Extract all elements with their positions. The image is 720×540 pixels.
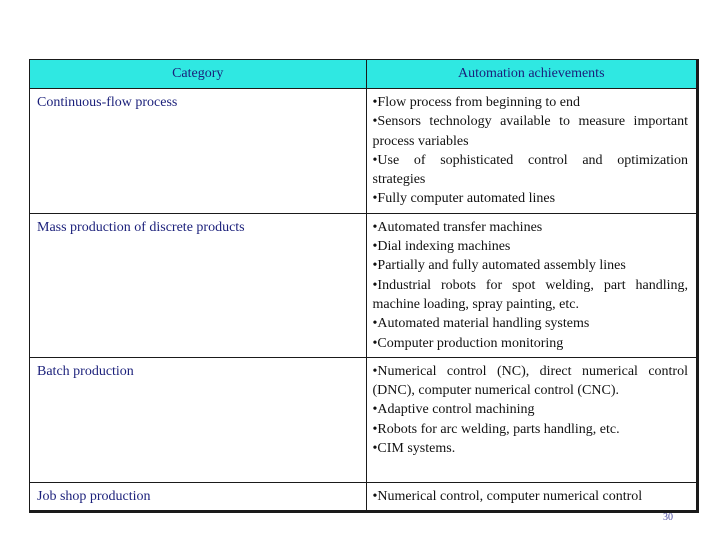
achievement-item: •Numerical control (NC), direct numerical control (DNC), computer numerical control (CNC). — [372, 363, 688, 399]
achievement-item: •Numerical control, computer numerical control — [372, 488, 643, 504]
table-row — [30, 357, 696, 482]
page-number: 30 — [663, 512, 673, 523]
achievement-item: •Sensors technology available to measure important process variables — [372, 114, 688, 149]
table-row — [30, 482, 696, 510]
achievement-item: •Automated transfer machines — [372, 219, 543, 235]
achievement-item: •CIM systems. — [372, 441, 456, 457]
achievement-item: •Flow process from beginning to end — [372, 95, 580, 110]
achievements-cell — [366, 357, 696, 482]
achievement-item: •Fully computer automated lines — [372, 191, 556, 207]
automation-table-frame — [29, 59, 699, 513]
automation-table — [30, 60, 696, 510]
category-cell: Continuous-flow process — [30, 89, 366, 214]
achievement-item: •Industrial robots for spot welding, part handling, machine loading, spray painting, etc. — [372, 277, 688, 312]
achievement-item: •Adaptive control machining — [372, 402, 535, 418]
category-cell: Job shop production — [30, 482, 366, 510]
achievement-item: •Computer production monitoring — [372, 335, 564, 351]
header-automation-achievements: Automation achievements — [366, 60, 696, 89]
table-header-row — [30, 60, 696, 89]
category-cell: Mass production of discrete products — [30, 213, 366, 357]
achievement-item: •Robots for arc welding, parts handling, etc. — [372, 421, 620, 437]
category-cell: Batch production — [30, 357, 366, 482]
achievement-item: •Dial indexing machines — [372, 239, 511, 255]
achievement-item: •Automated material handling systems — [372, 316, 590, 332]
header-category: Category — [30, 60, 366, 89]
table-row — [30, 89, 696, 214]
achievement-item: •Partially and fully automated assembly lines — [372, 258, 626, 274]
achievements-cell — [366, 89, 696, 214]
achievements-cell — [366, 482, 696, 510]
achievement-item: •Use of sophisticated control and optimization strategies — [372, 152, 688, 188]
table-row — [30, 213, 696, 357]
achievements-cell — [366, 213, 696, 357]
